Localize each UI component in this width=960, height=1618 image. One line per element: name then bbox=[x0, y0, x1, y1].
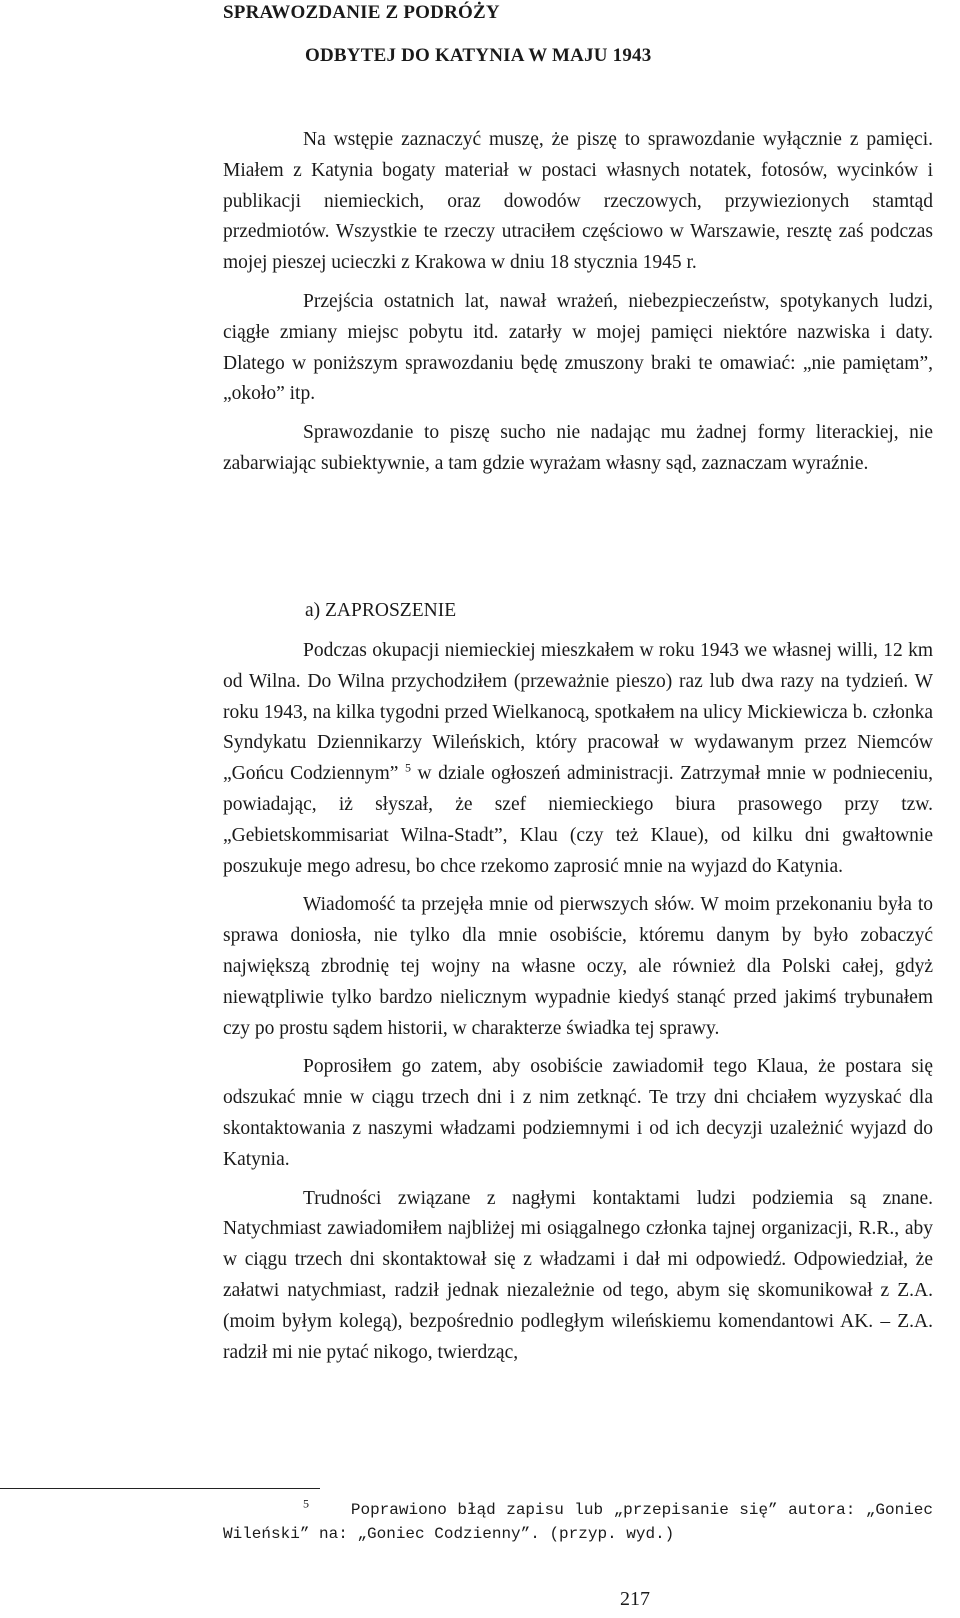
paragraph: Poprosiłem go zatem, aby osobiście zawiadomił tego Klaua, że postara się odszukać mnie w ciągu trzech dni i z nim zetknąć. Te trzy dni chciałem wyzyskać dla skontaktowania z naszymi władzami podziemnymi i od ich decyzji uzależnić wyjazd do Katynia. bbox=[223, 1056, 933, 1170]
paragraph: Przejścia ostatnich lat, nawał wrażeń, niebezpieczeństw, spotykanych ludzi, ciągłe zmiany miejsc pobytu itd. zatarły w mojej pamięci niektóre nazwiska i daty. Dlatego w poniższym sprawozdaniu będę zmuszony braki te omawiać: „nie pamiętam”, „około” itp. bbox=[223, 290, 933, 405]
footnote-text: Poprawiono błąd zapisu lub „przepisanie się” autora: „Goniec Wileński” na: „Goniec Codzienny”. (przyp. wyd.) bbox=[223, 1501, 934, 1543]
footnote bbox=[223, 1498, 933, 1546]
report-title-line2: ODBYTEJ DO KATYNIA W MAJU 1943 bbox=[305, 45, 652, 66]
paragraph: Sprawozdanie to piszę sucho nie nadając mu żadnej formy literackiej, nie zabarwiając subiektywnie, a tam gdzie wyrażam własny sąd, zaznaczam wyraźnie. bbox=[223, 422, 933, 474]
paragraph-text: Podczas okupacji niemieckiej mieszkałem w roku 1943 we własnej willi, 12 km od Wilna. Do Wilna przychodziłem (przeważnie pieszo) raz lub dwa razy na tydzień. W roku 1943, na kilka tygodni przed Wielkanocą, spotkałem na ulicy Mickiewicza b. członka Syndykatu Dziennikarzy Wileńskich, który pracował w wydawanym przez Niemców „Gońcu Codziennym” bbox=[223, 640, 933, 785]
paragraph: Na wstępie zaznaczyć muszę, że piszę to sprawozdanie wyłącznie z pamięci. Miałem z Katynia bogaty materiał w postaci własnych notatek, fotosów, wycinków i publikacji niemieckich, oraz dowodów rzeczowych, przywiezionych stamtąd przedmiotów. Wszystkie te rzeczy utraciłem częściowo w Warszawie, resztę zaś podczas mojej pieszej ucieczki z Krakowa w dniu 18 stycznia 1945 r. bbox=[223, 129, 933, 274]
paragraph bbox=[223, 636, 933, 882]
page-number: 217 bbox=[620, 1588, 650, 1610]
footnote-separator bbox=[0, 1488, 320, 1489]
intro-text bbox=[223, 125, 933, 480]
section-text bbox=[223, 636, 933, 1368]
paragraph-text: w dziale ogłoszeń administracji. Zatrzymał mnie w podnieceniu, powiadając, iż słyszał, że szef niemieckiego biura prasowego przy tzw. „Gebietskommisariat Wilna-Stadt”, Klau (czy też Klaue), od kilku dni gwałtownie poszukuje mego adresu, bo chce rzekomo zaprosić mnie na wyjazd do Katynia. bbox=[223, 763, 934, 877]
report-title-line1: SPRAWOZDANIE Z PODRÓŻY bbox=[223, 2, 500, 23]
paragraph: Trudności związane z nagłymi kontaktami ludzi podziemia są znane. Natychmiast zawiadomiłem najbliżej mi osiągalnego członka tajnej organizacji, R.R., aby w ciągu trzech dni skontaktował się z władzami i dał mi odpowiedź. Odpowiedział, że załatwi natychmiast, radził jednak niezależnie od tego, abym się skomunikował z Z.A. (moim byłym kolegą), bezpośrednio podległym wileńskiemu komendantowi AK. – Z.A. radził mi nie pytać nikogo, twierdząc, bbox=[223, 1187, 933, 1363]
paragraph: Wiadomość ta przejęła mnie od pierwszych słów. W moim przekonaniu była to sprawa doniosła, nie tylko dla mnie osobiście, któremu danym by było zobaczyć największą zbrodnię tej wojny na własne oczy, ale również dla Polski całej, gdyż niewątpliwie tylko bardzo nielicznym wypadnie kiedyś stanąć przed jakimś trybunałem czy po prostu sądem historii, w charakterze świadka tej sprawy. bbox=[223, 894, 933, 1039]
footnote-number: 5 bbox=[303, 1496, 309, 1511]
footnote-ref: 5 bbox=[404, 760, 411, 775]
section-heading: a) ZAPROSZENIE bbox=[305, 600, 457, 621]
